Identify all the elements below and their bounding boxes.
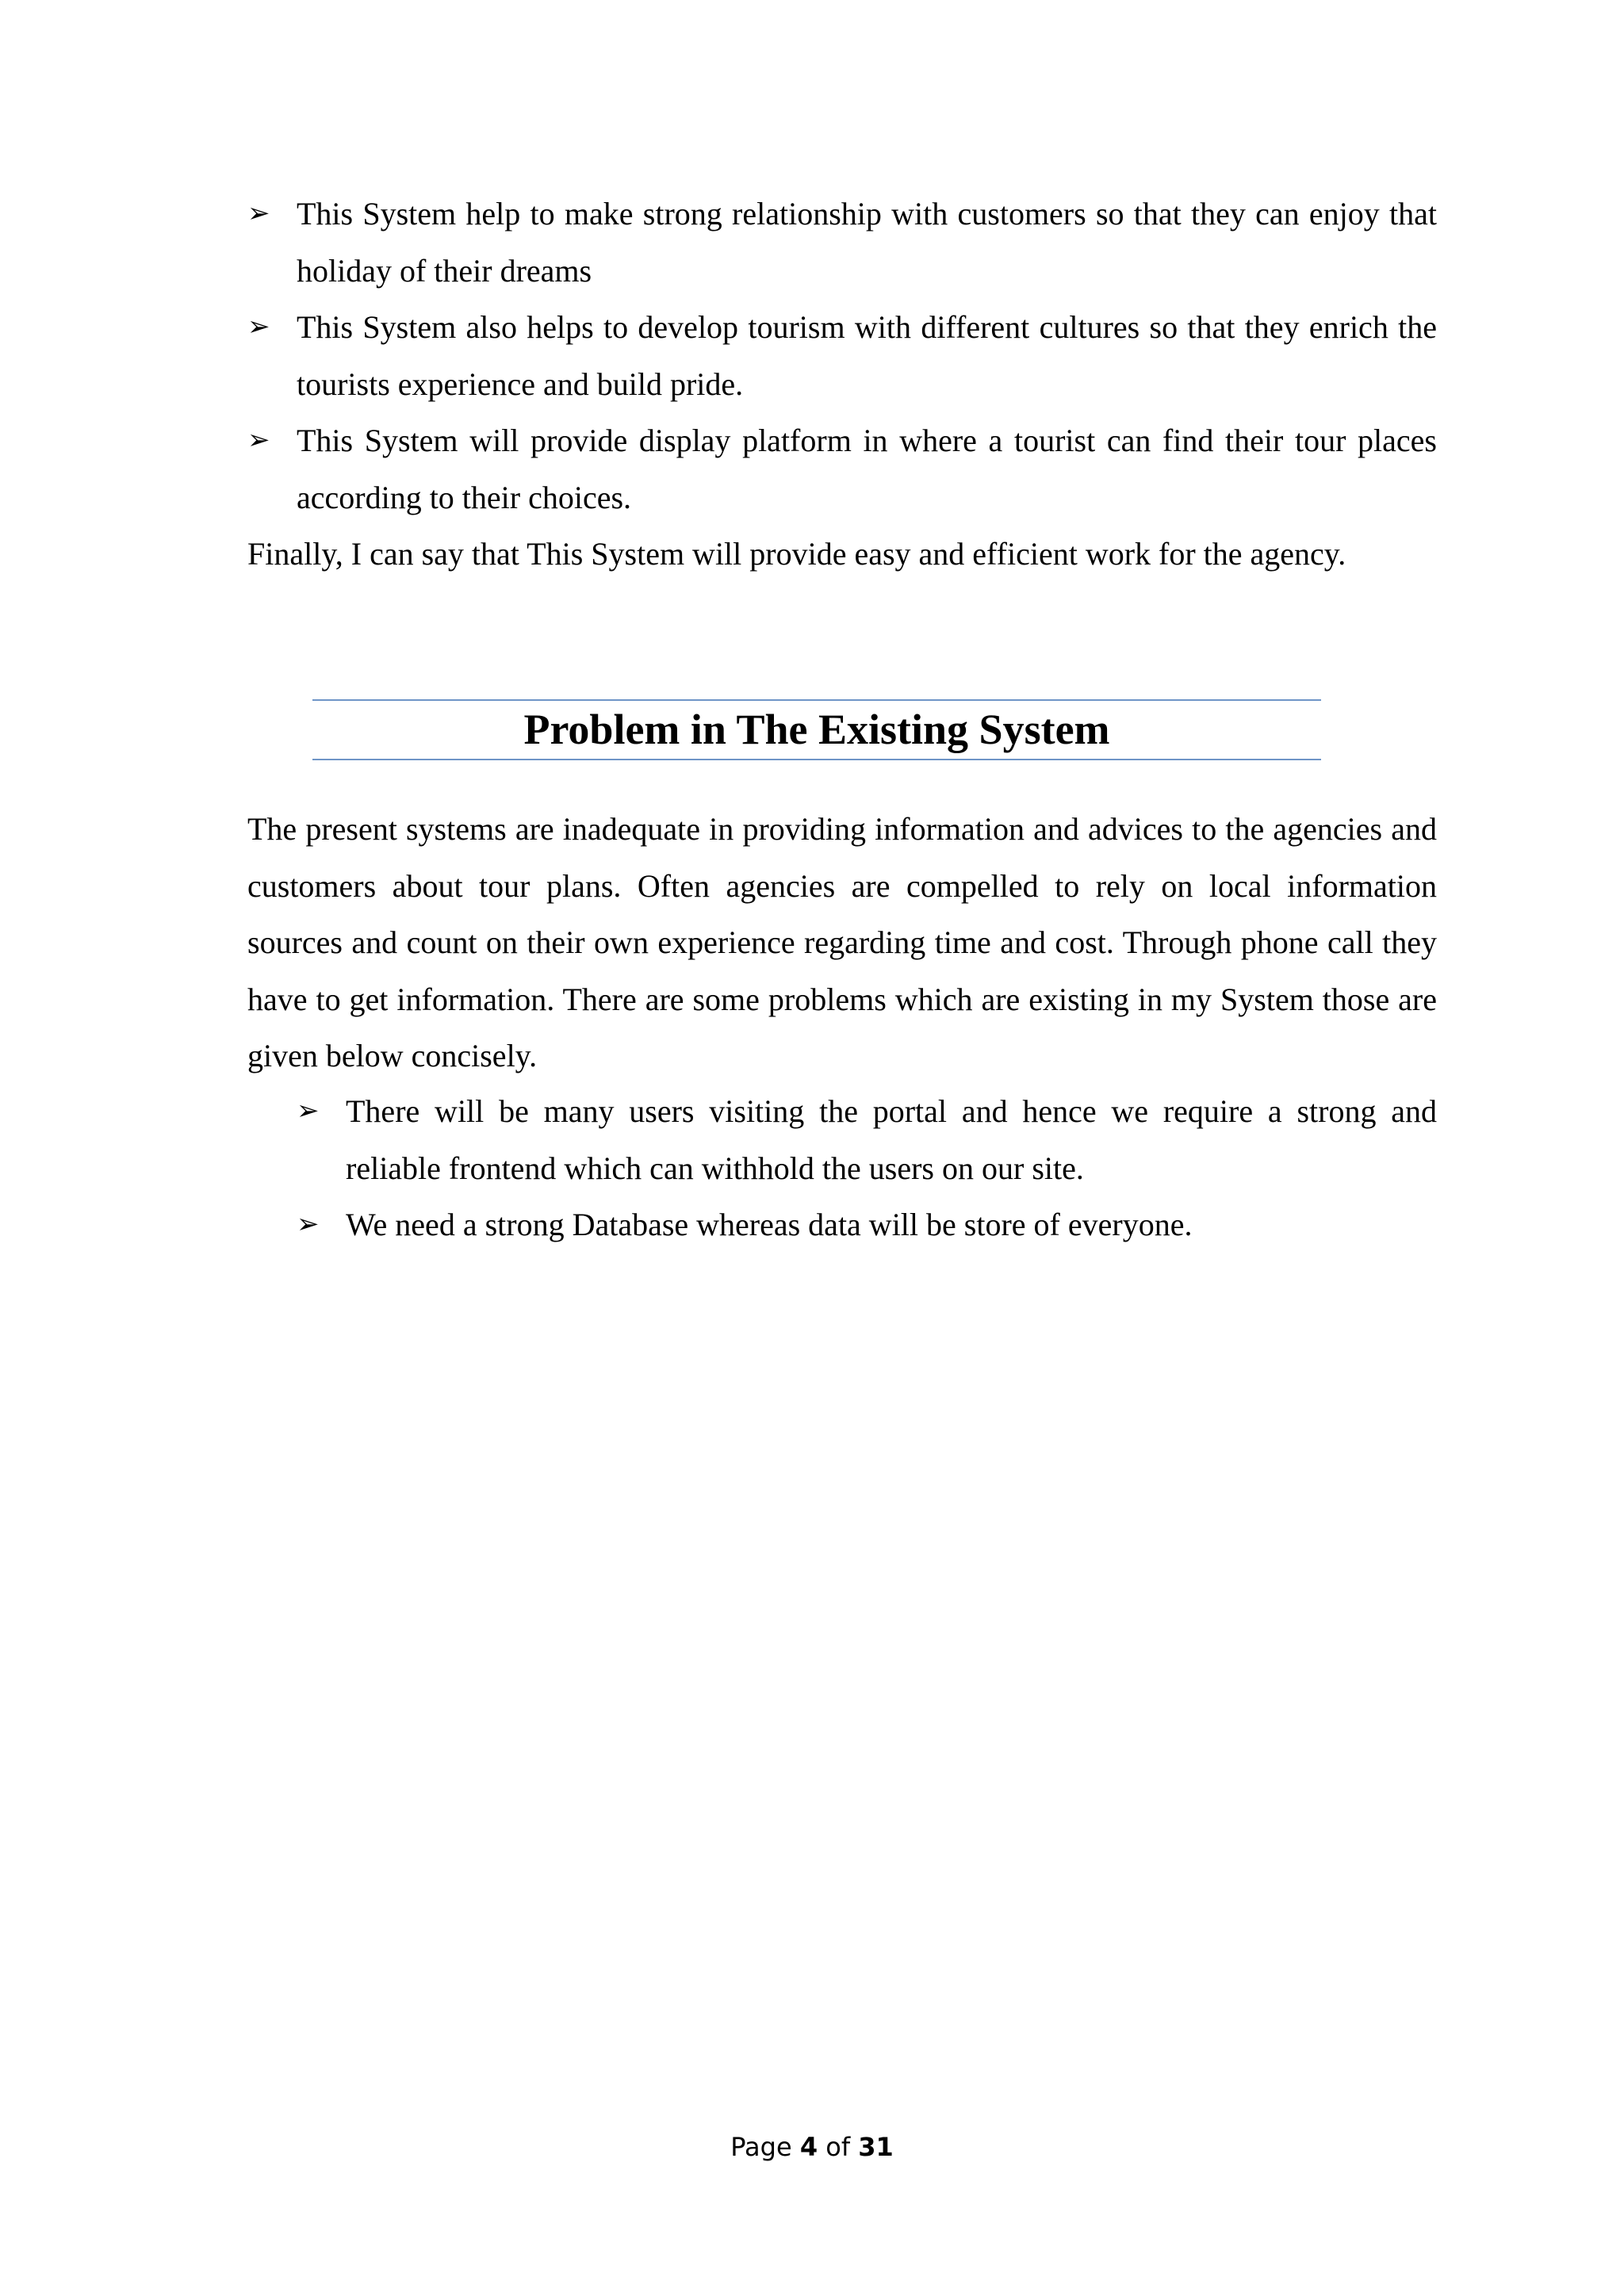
bullet-text: We need a strong Database whereas data will be store of everyone. [346,1207,1193,1242]
heading-bottom-rule [312,759,1321,760]
of-word: of [825,2132,851,2162]
arrow-bullet-icon: ➢ [297,1208,320,1240]
bullet-text: This System also helps to develop tourism with different cultures so that they enrich the tourists experience and build pride. [297,309,1437,402]
bullet-text: This System help to make strong relationship with customers so that they can enjoy that holiday of their dreams [297,196,1437,289]
total-page-count: 31 [858,2132,894,2162]
list-item [247,412,1437,526]
arrow-bullet-icon: ➢ [297,1095,320,1127]
current-page-number: 4 [799,2132,818,2162]
bullet-text: This System will provide display platform in where a tourist can find their tour places according to their choices. [297,423,1437,515]
arrow-bullet-icon: ➢ [247,311,270,342]
arrow-bullet-icon: ➢ [247,424,270,456]
problem-bullet-list [297,1083,1437,1253]
bullet-text: There will be many users visiting the portal and hence we require a strong and reliable frontend which can withhold the users on our site. [346,1093,1437,1186]
page-word: Page [730,2132,792,2162]
list-item [247,299,1437,412]
list-item [297,1083,1437,1196]
intro-bullet-list [247,186,1437,526]
section-heading: Problem in The Existing System [523,706,1110,753]
list-item [247,186,1437,299]
closing-paragraph: Finally, I can say that This System will provide easy and efficient work for the agency. [247,536,1346,572]
list-item [297,1196,1437,1253]
page-footer [0,2130,1624,2164]
section-paragraph: The present systems are inadequate in providing information and advices to the agencies and customers about tour plans. Often agencies are compelled to rely on local information sources and count on their own experience regarding time and cost. Through phone call they have to get information. There are some problems which are existing in my System those are given below concisely. [247,811,1437,1073]
arrow-bullet-icon: ➢ [247,197,270,229]
